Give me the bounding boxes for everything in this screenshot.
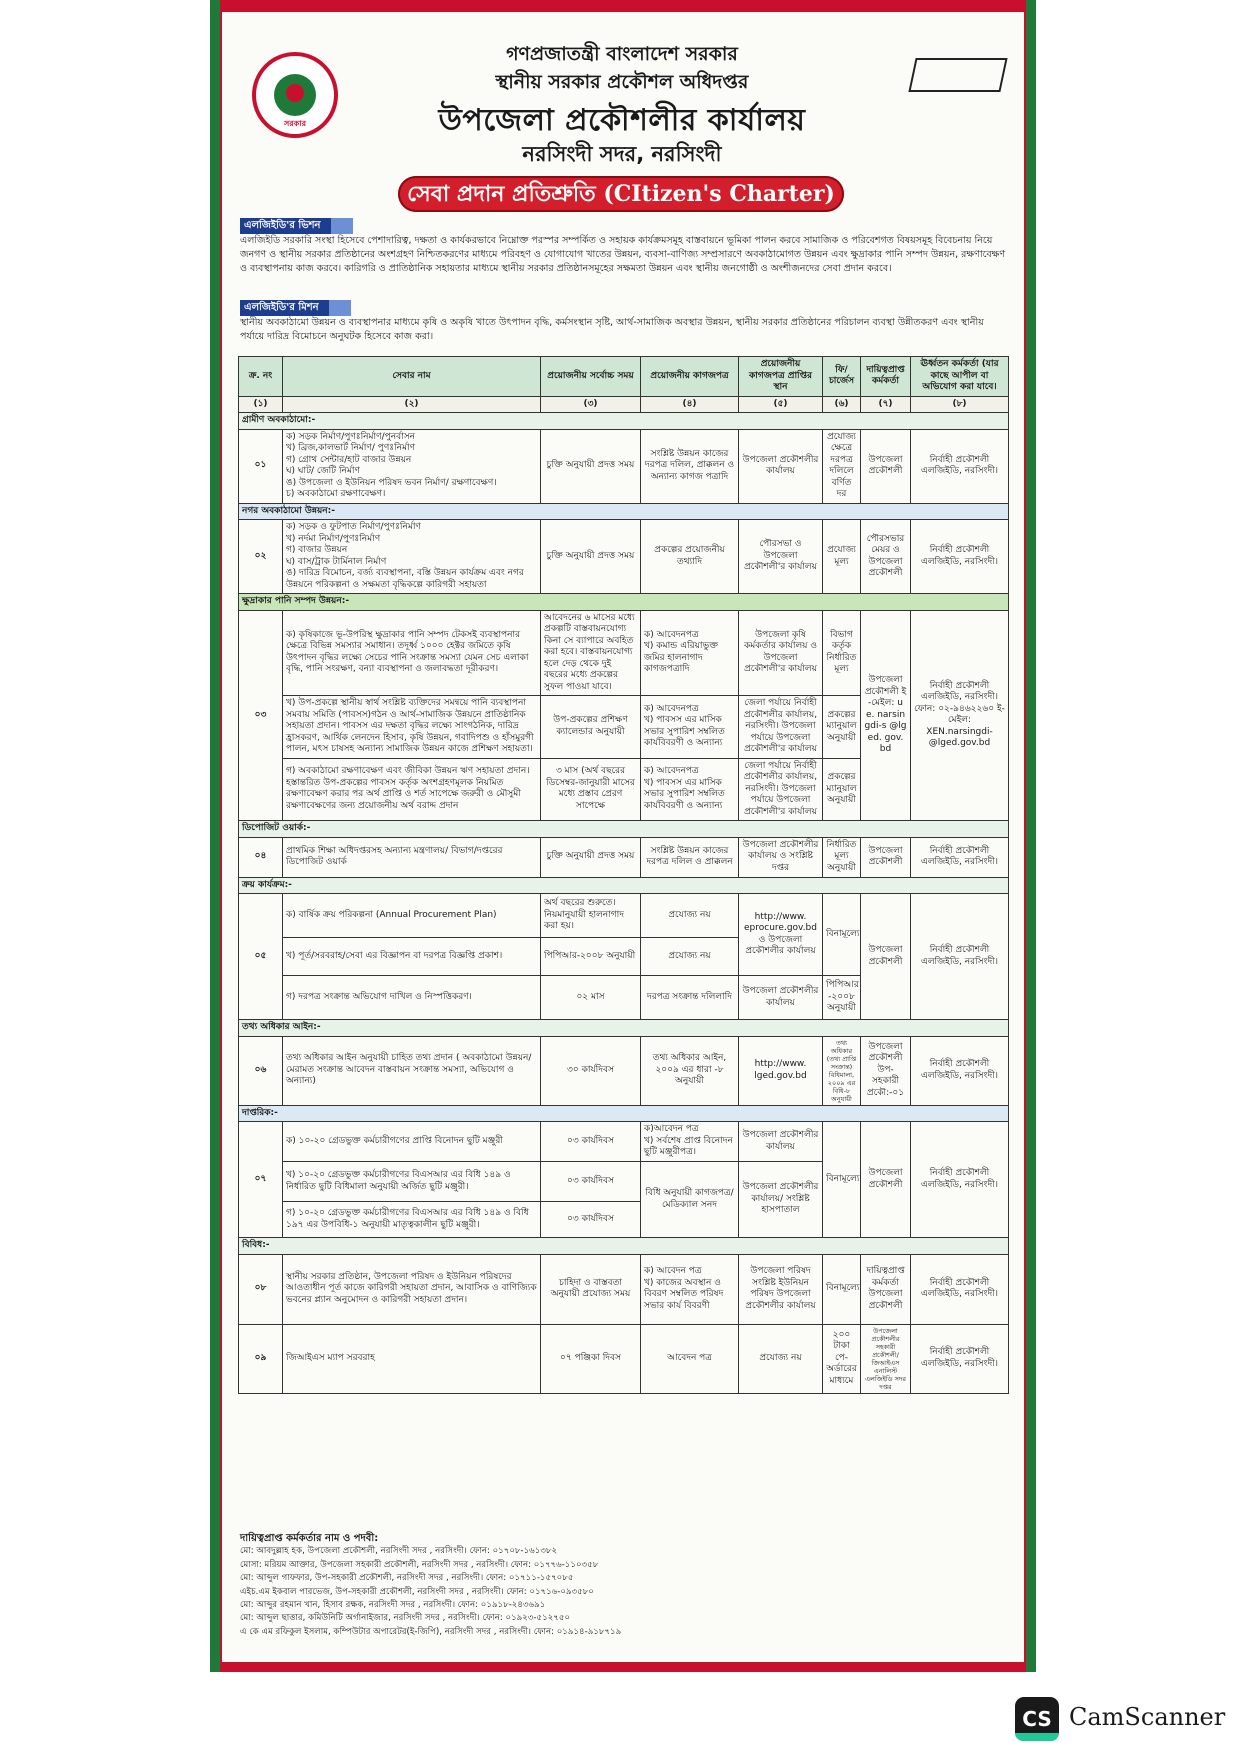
docs-place: উপজেলা প্রকৌশলীর কার্যালয় xyxy=(739,429,823,503)
table-row xyxy=(239,1036,1009,1105)
responsible-officer: উপজেলা প্রকৌশলী xyxy=(861,429,911,503)
category-label: ক্রয় কার্যক্রম:- xyxy=(239,877,1009,894)
responsible-officer: উপজেলা প্রকৌশলী xyxy=(861,894,911,1020)
col-header: প্রয়োজনীয় সর্বোচ্চ সময় xyxy=(541,357,641,397)
service-table xyxy=(238,356,1009,1394)
service-name: খ) ১০-২০ গ্রেডভুক্ত কর্মচারীগণের বিএসআর এর বিধি ১৪৯ ও নির্ধারিত ছুটি বিধিমালা অনুযায়ী অর্জিত ছুটি মঞ্জুরী। xyxy=(283,1162,541,1202)
responsible-officer: দায়িত্বপ্রাপ্ত কর্মকর্তা উপজেলা প্রকৌশলী xyxy=(861,1254,911,1324)
service-name: ক) বার্ষিক ক্রয় পরিকল্পনা (Annual Procurement Plan) xyxy=(283,894,541,938)
docs-place: http://www. lged.gov.bd xyxy=(739,1036,823,1105)
serial-number: ০৩ xyxy=(239,610,283,821)
service-fee: প্রকল্পের ম্যানুয়াল অনুযায়ী xyxy=(823,758,861,821)
service-time: আবেদনের ৬ মাসের মধ্যে প্রকল্পটি বাস্তবায়নযোগ্য কিনা সে ব্যাপারে অবহিত করা হবে। বাস্তবায়নযোগ্য হলে দেড় থেকে দুই বছরের মধ্যে প্রকল্পের সুফল পাওয়া যাবে। xyxy=(541,610,641,696)
camscanner-logo-icon: CS xyxy=(1015,1697,1059,1741)
appeal-officer: নির্বাহী প্রকৌশলী এলজিইডি, নরসিংদী। xyxy=(911,1122,1009,1238)
charter-poster xyxy=(222,12,1024,1662)
service-name: স্থানীয় সরকার প্রতিষ্ঠান, উপজেলা পরিষদ ও ইউনিয়ন পরিষদের আওতাধীন পূর্ত কাজে কারিগরী সহায়তা প্রদান, আবাসিক ও বাণিজ্যিক ভবনের প্ল্যান অনুমোদন ও কারিগরী সহায়তা প্রদান। xyxy=(283,1254,541,1324)
service-fee: নির্ধারিত মূল্য অনুযায়ী xyxy=(823,837,861,877)
service-docs: ক) আবেদনপত্র খ) কমান্ড এরিয়াভুক্ত জমির হালনাগাদ কাগজপত্রাদি xyxy=(641,610,739,696)
service-name: ক) সড়ক ও ফুটপাত নির্মাণ/পুণঃনির্মাণ খ) নর্দমা নির্মাণ/পুণঃনির্মাণ গ) বাজার উন্নয়ন ঘ) বাস/ট্রাক টার্মিনাল নির্মাণ ঙ) দারিদ্র বিমোচন, বর্জ্য ব্যবস্থাপনা, বস্তি উন্নয়ন কার্যক্রম এবং নগর উন্নয়নে পরিকল্পনা ও সক্ষমতা বৃদ্ধিকল্পে কারিগরী সহায়তা xyxy=(283,520,541,594)
staff-line: মো: আবদুল্লাহ হক, উপজেলা প্রকৌশলী, নরসিংদী সদর , নরসিংদী। ফোন: ০১৭০৮-১৬১৩৮২ xyxy=(240,1546,558,1557)
service-docs: প্রযোজ্য নয় xyxy=(641,938,739,976)
docs-place: উপজেলা প্রকৌশলীর কার্যালয় xyxy=(739,976,823,1020)
service-time: চুক্তি অনুযায়ী প্রদত্ত সময় xyxy=(541,520,641,594)
mission-tag: এলজিইডি'র মিশন xyxy=(240,300,351,316)
service-name: জিআইএস ম্যাপ সরবরাহ xyxy=(283,1324,541,1393)
category-label: তথ্য অধিকার আইন:- xyxy=(239,1020,1009,1037)
service-time: চুক্তি অনুযায়ী প্রদত্ত সময় xyxy=(541,837,641,877)
docs-place: উপজেলা প্রকৌশলীর কার্যালয়/ সংশ্লিষ্ট হাসপাতাল xyxy=(739,1162,823,1238)
service-time: ০২ মাস xyxy=(541,976,641,1020)
serial-number: ০২ xyxy=(239,520,283,594)
appeal-officer: নির্বাহী প্রকৌশলী এলজিইডি, নরসিংদী। xyxy=(911,429,1009,503)
staff-line: এইচ.এম ইকবাল পারভেজ, উপ-সহকারী প্রকৌশলী, নরসিংদী সদর , নরসিংদী। ফোন: ০১৭১৬-০৯৩৫৮০ xyxy=(240,1586,594,1597)
org-line-2: স্থানীয় সরকার প্রকৌশল অধিদপ্তর xyxy=(495,71,749,93)
service-name: ক) কৃষিকাজে ভূ-উপরিস্থ ক্ষুদ্রাকার পানি সম্পদ টেকসই ব্যবস্থাপনার ক্ষেত্রে বিভিন্ন সমস্যার সমাধান। তদূর্ধ্ব ১০০০ হেক্টর জমিতে কৃষি উৎপাদন বৃদ্ধির লক্ষ্যে সেচের পানি সংক্রান্ত সমস্যা যেমন সেচ এলাকা বৃদ্ধি, পানি সংরক্ষণ, বন্যা ব্যবস্থাপনা ও জলাবদ্ধতা দূরীকরণ। xyxy=(283,610,541,696)
col-number: (৩) xyxy=(541,396,641,413)
service-time: ৩ মাস (অর্থ বছরের ডিসেম্বর-জানুয়ারী মাসের মধ্যে প্রস্তাব প্রেরণ সাপেক্ষে xyxy=(541,758,641,821)
table-row xyxy=(239,1254,1009,1324)
category-label: নগর অবকাঠামো উন্নয়ন:- xyxy=(239,503,1009,520)
service-fee: বিনামূল্যে xyxy=(823,894,861,976)
office-title: উপজেলা প্রকৌশলীর কার্যালয় xyxy=(438,103,806,138)
category-label: গ্রামীণ অবকাঠামো:- xyxy=(239,413,1009,430)
table-row xyxy=(239,520,1009,594)
service-fee: ২০০ টাকা পে-অর্ডারের মাধ্যমে xyxy=(823,1324,861,1393)
service-docs: আবেদন পত্র xyxy=(641,1324,739,1393)
col-number: (৭) xyxy=(861,396,911,413)
col-header: প্রয়োজনীয় কাগজপত্র প্রাপ্তির স্থান xyxy=(739,357,823,397)
category-row xyxy=(239,503,1009,520)
staff-title: দায়িত্বপ্রাপ্ত কর্মকর্তার নাম ও পদবী: xyxy=(240,1533,379,1544)
service-fee: বিনামূল্যে xyxy=(823,1254,861,1324)
responsible-officer: উপজেলা প্রকৌশলী xyxy=(861,1122,911,1238)
service-name: প্রাথমিক শিক্ষা অধিদপ্তরসহ অন্যান্য মন্ত্রণালয়/ বিভাগ/দপ্তরের ডিপোজিট ওয়ার্ক xyxy=(283,837,541,877)
col-number: (২) xyxy=(283,396,541,413)
docs-place: উপজেলা প্রকৌশলীর কার্যালয় xyxy=(739,1122,823,1162)
service-fee: পিপিআর -২০০৮ অনুযায়ী xyxy=(823,976,861,1020)
category-row xyxy=(239,594,1009,611)
table-row xyxy=(239,1122,1009,1162)
serial-number: ০১ xyxy=(239,429,283,503)
service-name: গ) ১০-২০ গ্রেডভুক্ত কর্মচারীগণের বিএসআর এর বিধি ১৪৯ ও বিধি ১৯৭ এর উপবিধি-১ অনুযায়ী মাতৃত্বকালীন ছুটি মঞ্জুরী। xyxy=(283,1202,541,1238)
service-docs: দরপত্র সংক্রান্ত দলিলাদি xyxy=(641,976,739,1020)
appeal-officer: নির্বাহী প্রকৌশলী এলজিইডি, নরসিংদী। xyxy=(911,520,1009,594)
category-row xyxy=(239,821,1009,838)
service-name: খ) উপ-প্রকল্পে স্থানীয় স্বার্থ সংশ্লিষ্ট ব্যক্তিদের সমন্বয়ে পানি ব্যবস্থাপনা সমবায় সমিতি (পাবসস)গঠন ও আর্থ-সামাজিক উন্নয়নে প্রাতিষ্ঠানিক সহায়তা প্রদান। পাবসস এর দক্ষতা বৃদ্ধির লক্ষ্যে সাংগঠনিক, দারিদ্র হ্রাসকরণ, আর্থিক লেনদেন হিসাব, কৃষি উন্নয়ন, গবাদিপশু ও হাঁসমুরগী পালন, মৎস চাষসহ অন্যান্য সামাজিক উন্নয়ন কাজে প্রশিক্ষণ সহায়তা। xyxy=(283,696,541,759)
col-number: (৮) xyxy=(911,396,1009,413)
service-docs: প্রকল্পের প্রয়োজনীয় তথ্যাদি xyxy=(641,520,739,594)
col-header: সেবার নাম xyxy=(283,357,541,397)
category-label: ক্ষুদ্রাকার পানি সম্পদ উন্নয়ন:- xyxy=(239,594,1009,611)
mission-text: স্থানীয় অবকাঠামো উন্নয়ন ও ব্যবস্থাপনার মাধ্যমে কৃষি ও অকৃষি খাতে উৎপাদন বৃদ্ধি, কর্মসংস্থান সৃষ্টি, আর্থ-সামাজিক অবস্থার উন্নয়ন, স্থানীয় সরকার প্রতিষ্ঠানের পরিচালন ব্যবস্থা উন্নীতকরণ এবং স্থানীয় পর্যায়ে দারিদ্র বিমোচনে অনুঘটক হিসেবে কাজ করা। xyxy=(240,317,984,342)
col-header: ক্র. নং xyxy=(239,357,283,397)
serial-number: ০৮ xyxy=(239,1254,283,1324)
docs-place: জেলা পর্যায়ে নির্বাহী প্রকৌশলীর কার্যালয়, নরসিংদী। উপজেলা পর্যায়ে উপজেলা প্রকৌশলী'র কার্যালয় xyxy=(739,758,823,821)
category-label: দাপ্তরিক:- xyxy=(239,1105,1009,1122)
docs-place: প্রযোজ্য নয় xyxy=(739,1324,823,1393)
serial-number: ০৭ xyxy=(239,1122,283,1238)
service-time: ০৩ কার্যদিবস xyxy=(541,1122,641,1162)
docs-place: উপজেলা প্রকৌশলীর কার্যালয় ও সংশ্লিষ্ট দপ্তর xyxy=(739,837,823,877)
col-number: (১) xyxy=(239,396,283,413)
category-label: ডিপোজিট ওয়ার্ক:- xyxy=(239,821,1009,838)
col-number: (৪) xyxy=(641,396,739,413)
appeal-officer: নির্বাহী প্রকৌশলী এলজিইডি, নরসিংদী। xyxy=(911,1036,1009,1105)
table-row xyxy=(239,894,1009,938)
service-fee: বিনামূল্যে xyxy=(823,1122,861,1238)
appeal-officer: নির্বাহী প্রকৌশলী এলজিইডি, নরসিংদী। xyxy=(911,894,1009,1020)
col-header: ঊর্ধ্বতন কর্মকর্তা (যার কাছে আপীল বা অভিযোগ করা যাবে। xyxy=(911,357,1009,397)
table-row xyxy=(239,837,1009,877)
responsible-officer: উপজেলা প্রকৌশলী xyxy=(861,837,911,877)
service-time: চাহিদা ও বাস্তবতা অনুযায়ী প্রযোজ্য সময় xyxy=(541,1254,641,1324)
serial-number: ০৪ xyxy=(239,837,283,877)
staff-line: মো: আব্দুর রহমান খান, হিসাব রক্ষক, নরসিংদী সদর , নরসিংদী। ফোন: ০১৯১৮-২৪৩৬৯১ xyxy=(240,1600,546,1611)
responsible-officer: পৌরসভার মেয়র ও উপজেলা প্রকৌশলী xyxy=(861,520,911,594)
service-time: ০৭ পঞ্জিকা দিবস xyxy=(541,1324,641,1393)
col-number: (৫) xyxy=(739,396,823,413)
appeal-officer: নির্বাহী প্রকৌশলী এলজিইডি, নরসিংদী। xyxy=(911,837,1009,877)
serial-number: ০৯ xyxy=(239,1324,283,1393)
staff-line: মো: আব্দুল ছাত্তার, কমিউনিটি অর্গানাইজার, নরসিংদী সদর , নরসিংদী। ফোন: ০১৯২৩-৫১২৭৫০ xyxy=(240,1613,571,1624)
service-fee: প্রযোজ্য ক্ষেত্রে দরপত্র দলিলে বর্ণিত দর xyxy=(823,429,861,503)
col-header: প্রয়োজনীয় কাগজপত্র xyxy=(641,357,739,397)
staff-line: মো: আব্দুল গাফফার, উপ-সহকারী প্রকৌশলী, নরসিংদী সদর , নরসিংদী। ফোন: ০১৭১১-১৫৭০৮৫ xyxy=(240,1573,574,1584)
service-fee: প্রকল্পের ম্যানুয়াল অনুযায়ী xyxy=(823,696,861,759)
staff-line: এ কে এম রফিকুল ইসলাম, কম্পিউটার অপারেটর(ই-জিপি), নরসিংদী সদর , নরসিংদী। ফোন: ০১৯১৪-৯১৮৭১৯ xyxy=(240,1626,622,1637)
service-time: উপ-প্রকল্পের প্রশিক্ষণ ক্যালেন্ডার অনুযায়ী xyxy=(541,696,641,759)
office-location: নরসিংদী সদর, নরসিংদী xyxy=(522,142,722,166)
service-docs: ক)আবেদন পত্র খ) সর্বশেষ প্রাপ্ত বিনোদন ছুটি মঞ্জুরীপত্র। xyxy=(641,1122,739,1162)
service-docs: ক) আবেদনপত্র খ) পাবসস এর মাসিক সভার সুপারিশ সম্বলিত কার্যবিবরণী ও অন্যান্য xyxy=(641,696,739,759)
service-docs: বিধি অনুযায়ী কাগজপত্র/ মেডিক্যাল সনদ xyxy=(641,1162,739,1238)
docs-place: জেলা পর্যায়ে নির্বাহী প্রকৌশলীর কার্যালয়, নরসিংদী। উপজেলা পর্যায়ে উপজেলা প্রকৌশলী'র কার্যালয় xyxy=(739,696,823,759)
vision-tag: এলজিইডি'র ভিশন xyxy=(240,218,353,234)
category-label: বিবিধ:- xyxy=(239,1238,1009,1255)
signature-box xyxy=(908,58,1007,92)
service-docs: ক) আবেদন পত্র খ) কাজের অবস্থান ও বিবরণ সম্বলিত পরিষদ সভার কার্য বিবরণী xyxy=(641,1254,739,1324)
service-fee: তথ্য অধিকার (তথ্য প্রাপ্তি সংক্রান্ত) বিধিমালা, ২০০৯ এর বিধি-৮ অনুযায়ী xyxy=(823,1036,861,1105)
category-row xyxy=(239,1105,1009,1122)
service-name: গ) অবকাঠামো রক্ষণাবেক্ষণ এবং জীবিকা উন্নয়ন ঋণ সহায়তা প্রদান। হস্তান্তরিত উপ-প্রকল্পের পাবসস কর্তৃক অংশগ্রহণমূলক নিয়মিত রক্ষণাবেক্ষণ করার পর অর্থ প্রাপ্তি ও শর্ত সাপেক্ষে জরুরী ও মৌসুমী রক্ষণাবেক্ষণের জন্য প্রয়োজনীয় অর্থ বরাদ্দ প্রদান xyxy=(283,758,541,821)
service-name: গ) দরপত্র সংক্রান্ত অভিযোগ দাখিল ও নিস্পত্তিকরণ। xyxy=(283,976,541,1020)
table-row xyxy=(239,1324,1009,1393)
vision-text: এলজিইডি সরকারি সংস্থা হিসেবে পেশাদারিত্ব, দক্ষতা ও কার্যকরভাবে নিম্নোক্ত পরস্পর সম্পর্কিত ও সহায়ক কার্যক্রমসমূহ বাস্তবায়নে ভূমিকা পালন করবে সামাজিক ও পরিবেশগত বিষয়সমূহ বিবেচনায় নিয়ে জনগণ ও স্থানীয় সরকার প্রতিষ্ঠানের অংশগ্রহণ নিশ্চিতকরণের মাধ্যমে পরিবহণ ও যোগাযোগ খাতের উন্নয়ন, ব্যবসা-বাণিজ্য সম্প্রসারণে অবকাঠামোগত উন্নয়ন এবং ক্ষুদ্রাকার পানি সম্পদ উন্নয়ন, রক্ষণাবেক্ষণ ও ব্যবস্থাপনায় কাজ করবে। কারিগরি ও প্রাতিষ্ঠানিক সহায়তার মাধ্যমে স্থানীয় সরকার প্রতিষ্ঠানসমূহের সক্ষমতা উন্নয়ন এবং স্থানীয় জনগোষ্ঠী ও অংশীজনদের সেবা প্রদান করবে। xyxy=(240,235,1006,274)
emblem-text: সরকার xyxy=(283,119,306,128)
col-header: ফি/ চার্জেস xyxy=(823,357,861,397)
service-fee: প্রযোজ্য মূল্য xyxy=(823,520,861,594)
category-row xyxy=(239,1238,1009,1255)
service-name: তথ্য অধিকার আইন অনুযায়ী চাহিত তথ্য প্রদান ( অবকাঠামো উন্নয়ন/ মেরামত সংক্রান্ত আবেদন বাস্তবায়ন সংক্রান্ত সমস্যা, অভিযোগ ও অন্যান্য) xyxy=(283,1036,541,1105)
table-row xyxy=(239,610,1009,696)
appeal-officer: নির্বাহী প্রকৌশলী এলজিইডি, নরসিংদী। xyxy=(911,1254,1009,1324)
service-fee: বিভাগ কর্তৃক নির্ধারিত মূল্য xyxy=(823,610,861,696)
staff-line: মোসা: মরিয়ম আক্তার, উপজেলা সহকারী প্রকৌশলী, নরসিংদী সদর , নরসিংদী। ফোন: ০১৭৭৬-১১০৩৫৮ xyxy=(240,1559,599,1570)
vision-section xyxy=(240,218,1010,276)
category-row xyxy=(239,413,1009,430)
docs-place: উপজেলা কৃষি কর্মকর্তার কার্যালয় ও উপজেলা প্রকৌশলী'র কার্যালয় xyxy=(739,610,823,696)
serial-number: ০৬ xyxy=(239,1036,283,1105)
responsible-officer: উপজেলা প্রকৌশলী ই-মেইল: ue. narsingdi-s @lged. gov. bd xyxy=(861,610,911,821)
column-number-row xyxy=(239,396,1009,413)
service-docs: প্রযোজ্য নয় xyxy=(641,894,739,938)
table-header-row xyxy=(239,357,1009,397)
docs-place: পৌরসভা ও উপজেলা প্রকৌশলী'র কার্যালয় xyxy=(739,520,823,594)
docs-place: উপজেলা পরিষদ সংশ্লিষ্ট ইউনিয়ন পরিষদ উপজেলা প্রকৌশলীর কার্যালয় xyxy=(739,1254,823,1324)
col-header: দায়িত্বপ্রাপ্ত কর্মকর্তা xyxy=(861,357,911,397)
service-docs: সংশ্লিষ্ট উন্নয়ন কাজের দরপত্র দলিল ও প্রাক্কলন xyxy=(641,837,739,877)
service-docs: ক) আবেদনপত্র খ) পাবসস এর মাসিক সভার সুপারিশ সম্বলিত কার্যবিবরণী ও অন্যান্য xyxy=(641,758,739,821)
service-docs: তথ্য অধিকার আইন, ২০০৯ এর ধারা -৮ অনুযায়ী xyxy=(641,1036,739,1105)
mission-section xyxy=(240,300,1010,344)
responsible-officer: উপজেলা প্রকৌশলী উপ-সহকারী প্রকৌ:-০১ xyxy=(861,1036,911,1105)
poster-header xyxy=(222,12,1024,212)
org-line-1: গণপ্রজাতন্ত্রী বাংলাদেশ সরকার xyxy=(506,43,738,65)
appeal-officer: নির্বাহী প্রকৌশলী এলজিইডি, নরসিংদী। xyxy=(911,1324,1009,1393)
appeal-officer: নির্বাহী প্রকৌশলী এলজিইডি, নরসিংদী। ফোন: ০২-৯৪৬২২৬০ ই-মেইল: XEN.narsingdi-@lged.gov.bd xyxy=(911,610,1009,821)
service-time: অর্থ বছরের শুরুতে। নিয়মানুযায়ী হালনাগাদ করা হয়। xyxy=(541,894,641,938)
category-row xyxy=(239,877,1009,894)
service-time: চুক্তি অনুযায়ী প্রদত্ত সময় xyxy=(541,429,641,503)
category-row xyxy=(239,1020,1009,1037)
service-name: ক) সড়ক নির্মাণ/পুণঃনির্মাণ/পুনর্বাসন খ) ব্রিজ,কালভার্ট নির্মাণ/ পুণঃনির্মাণ গ) গ্রোথ সেন্টার/হাট বাজার উন্নয়ন ঘ) ঘাট/ জেটি নির্মাণ ঙ) উপজেলা ও ইউনিয়ন পরিষদ ভবন নির্মাণ/ রক্ষণাবেক্ষণ। চ) অবকাঠামো রক্ষণাবেক্ষণ। xyxy=(283,429,541,503)
service-time: ০৩ কার্যদিবস xyxy=(541,1202,641,1238)
col-number: (৬) xyxy=(823,396,861,413)
service-docs: সংশ্লিষ্ট উন্নয়ন কাজের দরপত্র দলিল, প্রাক্কলন ও অন্যান্য কাগজ পত্রাদি xyxy=(641,429,739,503)
service-time: ০৩ কার্যদিবস xyxy=(541,1162,641,1202)
government-emblem xyxy=(252,52,338,138)
staff-list xyxy=(240,1532,1010,1639)
service-time: ৩০ কার্যদিবস xyxy=(541,1036,641,1105)
serial-number: ০৫ xyxy=(239,894,283,1020)
responsible-officer: উপজেলা প্রকৌশলীর সহকারী প্রকৌশলী/ জিআইএস এনালিস্ট এলজিইডি সদর দপ্তর xyxy=(861,1324,911,1393)
service-name: ক) ১০-২০ গ্রেডভুক্ত কর্মচারীগণের প্রাপ্তি বিনোদন ছুটি মঞ্জুরী xyxy=(283,1122,541,1162)
docs-place: http://www. eprocure.gov.bd ও উপজেলা প্রকৌশলীর কার্যালয় xyxy=(739,894,823,976)
camscanner-text: CamScanner xyxy=(1069,1703,1226,1731)
service-time: পিপিআর-২০০৮ অনুযায়ী xyxy=(541,938,641,976)
citizen-charter-banner: সেবা প্রদান প্রতিশ্রুতি (CItizen's Charter) xyxy=(398,176,844,212)
service-name: খ) পূর্ত/সরবরাহ/সেবা এর বিজ্ঞাপন বা দরপত্র বিজ্ঞপ্তি প্রকাশ। xyxy=(283,938,541,976)
table-row xyxy=(239,429,1009,503)
